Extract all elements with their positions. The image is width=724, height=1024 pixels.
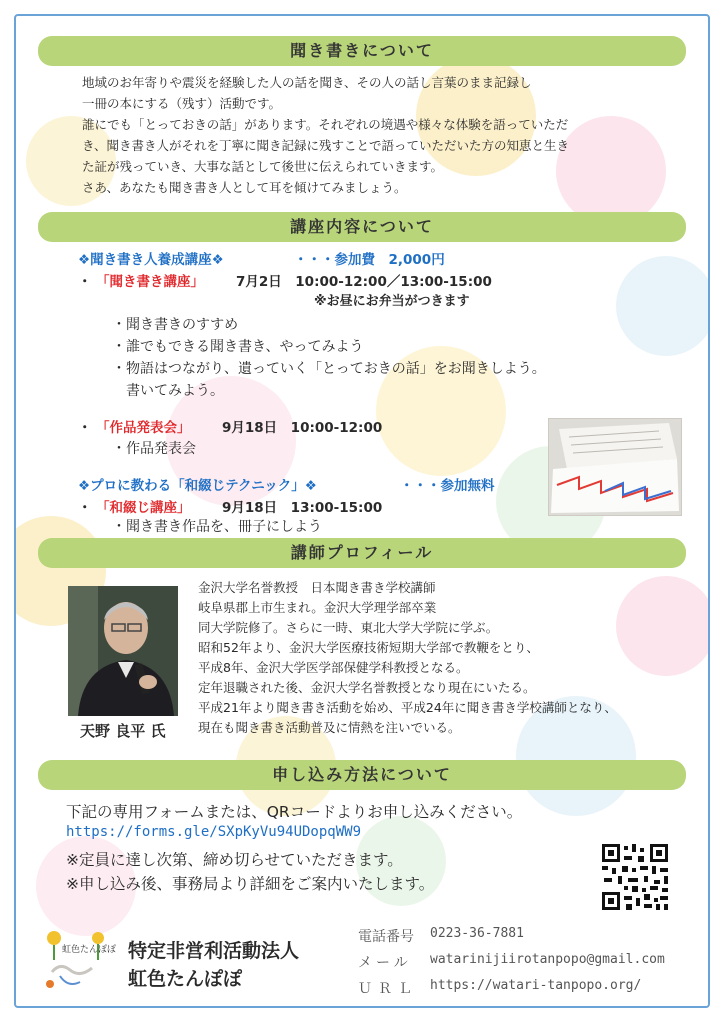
item2-bullet: ・ [78,420,92,436]
body-line: き、聞き書き人がそれを丁寧に聞き記録に残すことで語っていただいた方の知恵と生き [82,138,570,153]
item3-name: 「和綴じ講座」 [96,500,191,516]
item2-name: 「作品発表会」 [96,420,191,436]
details-note: ※申し込み後、事務局より詳細をご案内いたします。 [66,875,435,893]
course2-title: ❖プロに教わる「和綴じテクニック」❖ [78,478,317,494]
item2-date: 9月18日 10:00-12:00 [222,420,383,436]
course2-fee: ・・・参加無料 [400,478,495,494]
lecturer-name: 天野 良平 氏 [80,722,166,740]
item3-date: 9月18日 13:00-15:00 [222,500,383,516]
application-instructions: 下記の専用フォームまたは、QRコードよりお申し込みください。 [66,803,523,821]
dandelion-logo [40,928,116,998]
item1-date: 7月2日 10:00-12:00／13:00-15:00 [236,274,492,290]
application-form-link[interactable]: https://forms.gle/SXpKyVu94UDopqWW9 [66,824,362,840]
profile-line: 平成8年、金沢大学医学部保健学科教授となる。 [198,660,469,675]
body-line: 地域のお年寄りや震災を経験した人の話を聞き、その人の話し言葉のまま記録し [82,75,532,90]
washi-binding-photo [548,418,682,516]
section-heading-course: 講座内容について [38,212,686,242]
decor-dot [616,576,710,676]
profile-line: 現在も聞き書き活動普及に情熱を注いでいる。 [198,720,461,735]
section-heading-application: 申し込み方法について [38,760,686,790]
url-label: ＵＲＬ [358,981,418,997]
body-line: 一冊の本にする（残す）活動です。 [82,96,282,111]
item3-bullet: ・ [78,500,92,516]
item1-name: 「聞き書き講座」 [96,274,204,290]
course1-title: ❖聞き書き人養成講座❖ [78,252,224,268]
item2-sub: ・作品発表会 [112,441,196,457]
lecturer-portrait [68,586,178,716]
course1-fee: ・・・参加費 2,000円 [294,252,445,268]
item1-sub: 書いてみよう。 [126,383,224,399]
lecturer-photo [68,586,178,716]
item1-bullet: ・ [78,274,92,290]
profile-line: 同大学院修了。さらに一時、東北大学大学院に学ぶ。 [198,620,499,635]
capacity-note: ※定員に達し次第、締め切らせていただきます。 [66,851,403,869]
profile-line: 昭和52年より、金沢大学医療技術短期大学部で教鞭をとり、 [198,640,539,655]
org-name-line1: 特定非営利活動法人 [128,940,300,962]
profile-line: 岐阜県郡上市生まれ。金沢大学理学部卒業 [198,600,437,615]
section-heading-kikigaki: 聞き書きについて [38,36,686,66]
profile-line: 平成21年より聞き書き活動を始め、平成24年に聞き書き学校講師となり、 [198,700,617,715]
lunch-note: ※お昼にお弁当がつきます [314,294,470,309]
item3-sub: ・聞き書き作品を、冊子にしよう [112,519,322,535]
logo-text: 虹色たんぽぽ [62,945,117,955]
body-line: 誰にでも「とっておきの話」があります。それぞれの境遇や様々な体験を語っていただ [82,117,569,132]
mail-address[interactable]: watarinijiirotanpopo@gmail.com [430,952,665,967]
item1-sub: ・聞き書きのすすめ [112,317,239,333]
binding-illustration [549,419,681,515]
flyer-frame [14,14,710,1008]
website-link[interactable]: https://watari-tanpopo.org/ [430,978,642,993]
dandelion-logo-icon [40,928,116,998]
section-heading-lecturer: 講師プロフィール [38,538,686,568]
qr-code[interactable] [600,842,670,912]
mail-label: メール [358,955,412,971]
item1-sub: ・誰でもできる聞き書き、やってみよう [112,339,364,355]
decor-dot [556,116,666,226]
body-line: た証が残っていき、大事な話として後世に伝えられていきます。 [82,159,444,174]
item1-sub: ・物語はつながり、遺っていく「とっておきの話」をお聞きしよう。 [112,361,546,377]
phone-number[interactable]: 0223-36-7881 [430,926,524,941]
body-line: さあ、あなたも聞き書き人として耳を傾けてみましょう。 [82,180,407,195]
org-name-line2: 虹色たんぽぽ [128,968,243,990]
phone-label: 電話番号 [358,929,414,945]
qr-code-graphic [600,842,670,912]
profile-line: 定年退職された後、金沢大学名誉教授となり現在にいたる。 [198,680,536,695]
profile-line: 金沢大学名誉教授 日本聞き書き学校講師 [198,580,436,595]
